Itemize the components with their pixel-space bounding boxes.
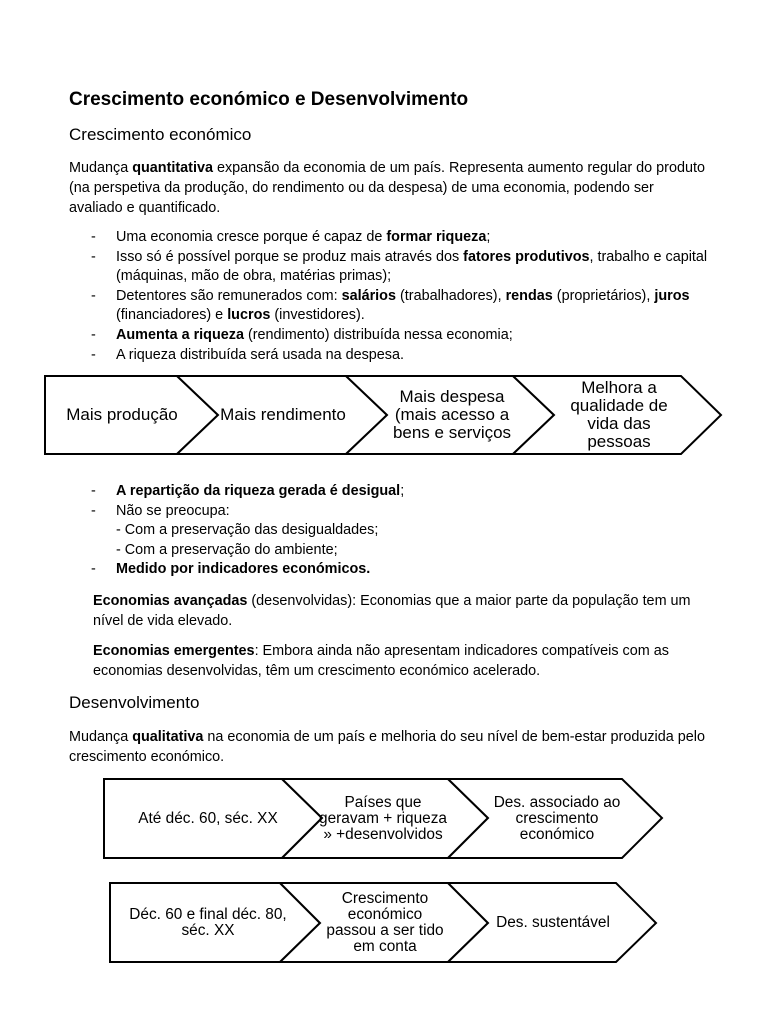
list-item: - Isso só é possível porque se produz mais através dos fatores produtivos, trabalho e capital (máquinas, mão de obra, matérias primas); [91,248,708,285]
flow-step-crescimento-conta: Crescimento económico passou a ser tido em conta [326,889,444,955]
flow-step-des-associado: Des. associado ao crescimento económico [493,793,621,843]
sub-item: - Com a preservação das desigualdades; [116,522,379,539]
list-item: - A riqueza distribuída será usada na despesa. [91,346,405,363]
flow-step-ate-dec-60: Até déc. 60, séc. XX [138,809,278,827]
list-item: - Medido por indicadores económicos. [91,561,371,578]
list-item: - Detentores são remunerados com: salários (trabalhadores), rendas (proprietários), juros (financiadores) e lucros (investidores). [91,287,690,324]
flow-step-mais-rendimento: Mais rendimento [220,405,346,424]
flow-step-mais-producao: Mais produção [66,405,178,424]
list-item: - Aumenta a riqueza (rendimento) distribuída nessa economia; [91,326,513,343]
economias-avancadas: Economias avançadas (desenvolvidas): Economias que a maior parte da população tem um nível de vida elevado. [93,593,691,629]
flow-step-des-sustentavel: Des. sustentável [496,913,610,931]
list-item: - A repartição da riqueza gerada é desigual; [91,483,405,499]
economias-emergentes: Economias emergentes: Embora ainda não apresentam indicadores compatíveis com as economias desenvolvidas, têm um crescimento económico acelerado. [93,643,669,679]
list-item: - Não se preocupa: - Com a preservação das desigualdades; - Com a preservação do ambiente; [69,502,709,561]
section-heading-desenvolvimento: Desenvolvimento [69,693,200,712]
flow-step-qualidade-vida: Melhora a qualidade de vida das pessoas [570,378,668,451]
sub-item: - Com a preservação do ambiente; [116,541,338,558]
flow-step-dec-60-80: Déc. 60 e final déc. 80, séc. XX [129,905,287,939]
flow-step-paises-riqueza: Países que geravam + riqueza » +desenvolvidos [319,793,447,843]
page-title: Crescimento económico e Desenvolvimento [69,89,469,110]
desenvolvimento-intro: Mudança qualitativa na economia de um país e melhoria do seu nível de bem-estar produzida pelo crescimento económico. [69,729,705,765]
crescimento-intro: Mudança quantitativa expansão da economia de um país. Representa aumento regular do produto (na perspetiva da produção, do rendimento ou da despesa) de uma economia, podendo ser avaliado e quantificado. [69,160,705,216]
list-item: - Uma economia cresce porque é capaz de formar riqueza; [91,229,491,245]
flow-step-mais-despesa: Mais despesa (mais acesso a bens e serviços [392,387,512,442]
section-heading-crescimento: Crescimento económico [69,125,252,144]
